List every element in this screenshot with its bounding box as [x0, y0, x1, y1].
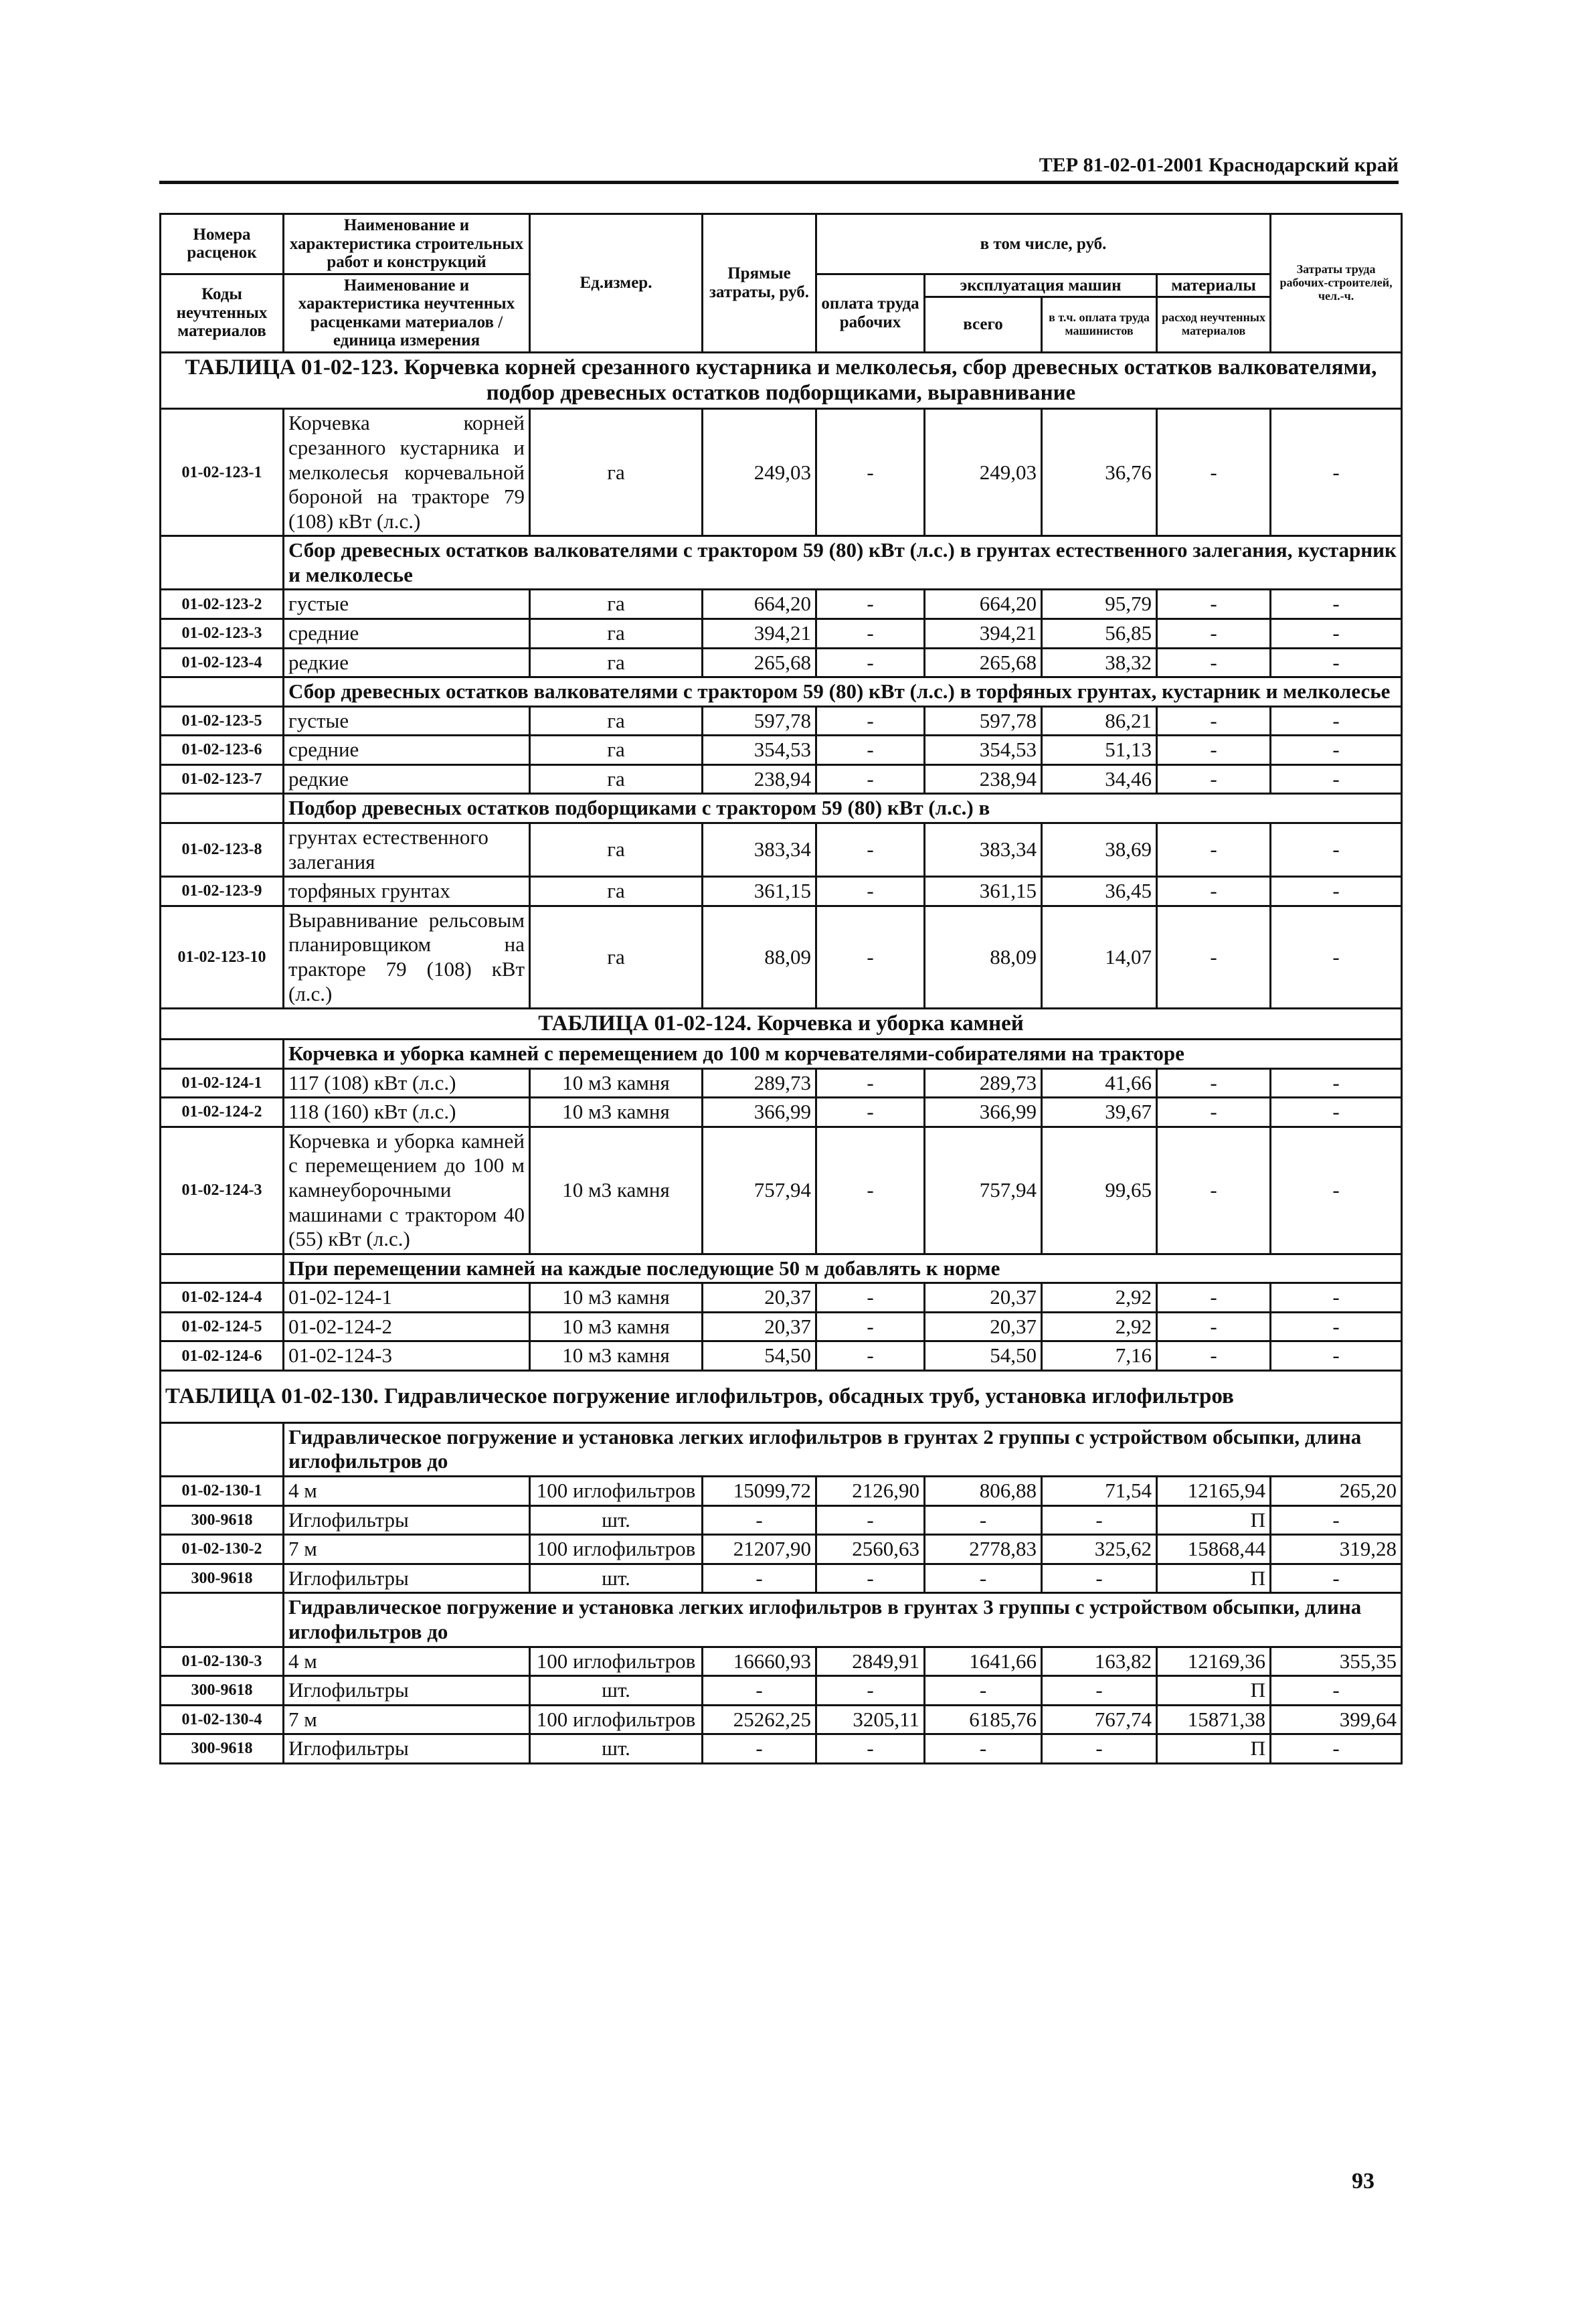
col-header-wage: оплата труда рабочих — [816, 274, 925, 352]
materials: - — [1157, 1341, 1271, 1371]
materials: - — [1157, 736, 1271, 765]
wage: - — [816, 1341, 925, 1371]
wage: - — [816, 1312, 925, 1341]
machines-total: 664,20 — [925, 590, 1042, 619]
rate-code: 01-02-124-2 — [161, 1098, 284, 1127]
rate-code: 01-02-123-10 — [161, 906, 284, 1008]
unit: шт. — [530, 1564, 703, 1593]
machines-total: - — [925, 1505, 1042, 1535]
rate-code: 01-02-124-4 — [161, 1283, 284, 1313]
machinist-wage: 51,13 — [1042, 736, 1157, 765]
materials: - — [1157, 1312, 1271, 1341]
material-code: 300-9618 — [161, 1734, 284, 1764]
work-name: Выравнивание рельсовым планировщиком на тракторе 79 (108) кВт (л.с.) — [284, 906, 530, 1008]
machines-total: 54,50 — [925, 1341, 1042, 1371]
direct-cost: 16660,93 — [703, 1647, 816, 1676]
machinist-wage: 56,85 — [1042, 619, 1157, 649]
materials: - — [1157, 1127, 1271, 1254]
labor: - — [1271, 1098, 1402, 1127]
material-code: 300-9618 — [161, 1505, 284, 1535]
machines-total: 249,03 — [925, 409, 1042, 536]
rate-code: 01-02-123-3 — [161, 619, 284, 649]
materials: - — [1157, 648, 1271, 677]
machinist-wage: 99,65 — [1042, 1127, 1157, 1254]
unit: 100 иглофильтров — [530, 1477, 703, 1506]
table-row — [161, 619, 1402, 649]
labor: - — [1271, 1676, 1402, 1706]
work-name: густые — [284, 706, 530, 736]
labor: - — [1271, 1127, 1402, 1254]
unit: га — [530, 648, 703, 677]
wage: - — [816, 1564, 925, 1593]
machinist-wage: 38,69 — [1042, 823, 1157, 877]
col-header-name: Наименование и характеристика строительных работ и конструкций — [284, 214, 530, 274]
materials: - — [1157, 619, 1271, 649]
table-row — [161, 706, 1402, 736]
work-name: густые — [284, 590, 530, 619]
materials: П — [1157, 1734, 1271, 1764]
labor: - — [1271, 1564, 1402, 1593]
labor: - — [1271, 1283, 1402, 1313]
labor: - — [1271, 1505, 1402, 1535]
direct-cost: 54,50 — [703, 1341, 816, 1371]
direct-cost: 354,53 — [703, 736, 816, 765]
materials: - — [1157, 706, 1271, 736]
col-header-name2: Наименование и характеристика неучтенных расценками материалов / единица измерения — [284, 274, 530, 352]
group-title: Гидравлическое погружение и установка легких иглофильтров в грунтах 2 группы с устройством обсыпки, длина иглофильтров до — [284, 1422, 1402, 1476]
rate-code: 01-02-123-8 — [161, 823, 284, 877]
machinist-wage: 2,92 — [1042, 1283, 1157, 1313]
table-row — [161, 590, 1402, 619]
labor: - — [1271, 706, 1402, 736]
machinist-wage: - — [1042, 1676, 1157, 1706]
wage: - — [816, 590, 925, 619]
machines-total: - — [925, 1734, 1042, 1764]
materials: П — [1157, 1505, 1271, 1535]
col-header-num: Номера расценок — [161, 214, 284, 274]
table-title-130: ТАБЛИЦА 01-02-130. Гидравлическое погружение иглофильтров, обсадных труб, установка иглофильтров — [161, 1370, 1402, 1422]
wage: - — [816, 409, 925, 536]
wage: - — [816, 706, 925, 736]
unit: 100 иглофильтров — [530, 1647, 703, 1676]
machinist-wage: 36,45 — [1042, 877, 1157, 906]
machines-total: 20,37 — [925, 1312, 1042, 1341]
direct-cost: 238,94 — [703, 764, 816, 794]
group-title: Подбор древесных остатков подборщиками с трактором 59 (80) кВт (л.с.) в — [284, 794, 1402, 823]
machines-total: 2778,83 — [925, 1535, 1042, 1564]
machines-total: 238,94 — [925, 764, 1042, 794]
unit: шт. — [530, 1676, 703, 1706]
table-row — [161, 1068, 1402, 1098]
machinist-wage: 39,67 — [1042, 1098, 1157, 1127]
work-name: 01-02-124-3 — [284, 1341, 530, 1371]
table-row — [161, 1705, 1402, 1734]
machinist-wage: 7,16 — [1042, 1341, 1157, 1371]
wage: - — [816, 1127, 925, 1254]
work-name: 7 м — [284, 1535, 530, 1564]
table-row — [161, 1098, 1402, 1127]
rate-code: 01-02-123-5 — [161, 706, 284, 736]
material-name: Иглофильтры — [284, 1564, 530, 1593]
wage: - — [816, 619, 925, 649]
table-row — [161, 1283, 1402, 1313]
machinist-wage: 2,92 — [1042, 1312, 1157, 1341]
col-header-mused: расход неучтенных материалов — [1157, 297, 1271, 353]
machinist-wage: - — [1042, 1505, 1157, 1535]
unit: 10 м3 камня — [530, 1341, 703, 1371]
table-row — [161, 1477, 1402, 1506]
table-row — [161, 1647, 1402, 1676]
machines-total: 757,94 — [925, 1127, 1042, 1254]
wage: 2126,90 — [816, 1477, 925, 1506]
rates-table — [159, 213, 1403, 1764]
work-name: 01-02-124-1 — [284, 1283, 530, 1313]
direct-cost: 20,37 — [703, 1283, 816, 1313]
unit: га — [530, 764, 703, 794]
machines-total: - — [925, 1564, 1042, 1593]
rate-code: 01-02-123-9 — [161, 877, 284, 906]
direct-cost: 757,94 — [703, 1127, 816, 1254]
labor: 319,28 — [1271, 1535, 1402, 1564]
material-name: Иглофильтры — [284, 1734, 530, 1764]
rate-code: 01-02-123-1 — [161, 409, 284, 536]
table-row — [161, 1535, 1402, 1564]
unit: 10 м3 камня — [530, 1312, 703, 1341]
unit: 10 м3 камня — [530, 1127, 703, 1254]
direct-cost: 20,37 — [703, 1312, 816, 1341]
machinist-wage: 767,74 — [1042, 1705, 1157, 1734]
materials: - — [1157, 1098, 1271, 1127]
machinist-wage: 163,82 — [1042, 1647, 1157, 1676]
unit: га — [530, 590, 703, 619]
group-title: Гидравлическое погружение и установка легких иглофильтров в грунтах 3 группы с устройством обсыпки, длина иглофильтров до — [284, 1593, 1402, 1647]
machinist-wage: 71,54 — [1042, 1477, 1157, 1506]
machines-total: 806,88 — [925, 1477, 1042, 1506]
materials: 15871,38 — [1157, 1705, 1271, 1734]
unit: 100 иглофильтров — [530, 1535, 703, 1564]
rate-code: 01-02-123-2 — [161, 590, 284, 619]
labor: - — [1271, 619, 1402, 649]
labor: - — [1271, 590, 1402, 619]
table-row — [161, 764, 1402, 794]
wage: - — [816, 648, 925, 677]
work-name: редкие — [284, 764, 530, 794]
direct-cost: - — [703, 1676, 816, 1706]
materials: - — [1157, 764, 1271, 794]
wage: - — [816, 1283, 925, 1313]
wage: - — [816, 1676, 925, 1706]
direct-cost: 88,09 — [703, 906, 816, 1008]
table-row — [161, 1312, 1402, 1341]
unit: га — [530, 736, 703, 765]
wage: - — [816, 1068, 925, 1098]
machines-total: 597,78 — [925, 706, 1042, 736]
materials: - — [1157, 877, 1271, 906]
table-title-123: ТАБЛИЦА 01-02-123. Корчевка корней срезанного кустарника и мелколесья, сбор древесных остатков валкователями, подбор древесных остатков подборщиками, выравнивание — [161, 352, 1402, 409]
direct-cost: - — [703, 1734, 816, 1764]
machines-total: 20,37 — [925, 1283, 1042, 1313]
machinist-wage: 95,79 — [1042, 590, 1157, 619]
wage: - — [816, 906, 925, 1008]
direct-cost: 383,34 — [703, 823, 816, 877]
machines-total: 6185,76 — [925, 1705, 1042, 1734]
col-header-materials: материалы — [1157, 274, 1271, 297]
col-header-labor: Затраты труда рабочих-строителей, чел.-ч. — [1271, 214, 1402, 353]
labor: - — [1271, 1312, 1402, 1341]
rate-code: 01-02-130-1 — [161, 1477, 284, 1506]
col-header-direct: Прямые затраты, руб. — [703, 214, 816, 353]
direct-cost: 664,20 — [703, 590, 816, 619]
material-row — [161, 1676, 1402, 1706]
table-row — [161, 1127, 1402, 1254]
materials: - — [1157, 823, 1271, 877]
labor: - — [1271, 906, 1402, 1008]
unit: га — [530, 619, 703, 649]
work-name: 117 (108) кВт (л.с.) — [284, 1068, 530, 1098]
machines-total: 383,34 — [925, 823, 1042, 877]
table-row — [161, 648, 1402, 677]
machines-total: 366,99 — [925, 1098, 1042, 1127]
direct-cost: 361,15 — [703, 877, 816, 906]
table-row — [161, 409, 1402, 536]
unit: шт. — [530, 1505, 703, 1535]
materials: 15868,44 — [1157, 1535, 1271, 1564]
labor: 265,20 — [1271, 1477, 1402, 1506]
labor: 355,35 — [1271, 1647, 1402, 1676]
wage: 3205,11 — [816, 1705, 925, 1734]
col-header-total: всего — [925, 297, 1042, 353]
labor: 399,64 — [1271, 1705, 1402, 1734]
machines-total: 394,21 — [925, 619, 1042, 649]
machinist-wage: 41,66 — [1042, 1068, 1157, 1098]
col-header-incl: в том числе, руб. — [816, 214, 1271, 274]
page-number: 93 — [1352, 2169, 1375, 2194]
material-code: 300-9618 — [161, 1676, 284, 1706]
machinist-wage: 325,62 — [1042, 1535, 1157, 1564]
machinist-wage: 38,32 — [1042, 648, 1157, 677]
direct-cost: 394,21 — [703, 619, 816, 649]
machines-total: 354,53 — [925, 736, 1042, 765]
labor: - — [1271, 877, 1402, 906]
machinist-wage: 36,76 — [1042, 409, 1157, 536]
materials: - — [1157, 1068, 1271, 1098]
material-code: 300-9618 — [161, 1564, 284, 1593]
machines-total: 265,68 — [925, 648, 1042, 677]
materials: П — [1157, 1564, 1271, 1593]
labor: - — [1271, 823, 1402, 877]
material-row — [161, 1564, 1402, 1593]
group-title: Сбор древесных остатков валкователями с трактором 59 (80) кВт (л.с.) в торфяных грунтах, кустарник и мелколесье — [284, 677, 1402, 707]
machines-total: - — [925, 1676, 1042, 1706]
materials: П — [1157, 1676, 1271, 1706]
table-row — [161, 906, 1402, 1008]
wage: - — [816, 1734, 925, 1764]
work-name: 4 м — [284, 1647, 530, 1676]
unit: 10 м3 камня — [530, 1283, 703, 1313]
direct-cost: - — [703, 1564, 816, 1593]
rate-code: 01-02-123-4 — [161, 648, 284, 677]
col-header-machines: эксплуатация машин — [925, 274, 1157, 297]
rate-code: 01-02-124-5 — [161, 1312, 284, 1341]
group-title: Сбор древесных остатков валкователями с трактором 59 (80) кВт (л.с.) в грунтах естественного залегания, кустарник и мелколесье — [284, 536, 1402, 590]
page-header: ТЕР 81-02-01-2001 Краснодарский край — [159, 154, 1399, 184]
direct-cost: 597,78 — [703, 706, 816, 736]
group-title: Корчевка и уборка камней с перемещением до 100 м корчевателями-собирателями на тракторе — [284, 1040, 1402, 1069]
wage: - — [816, 1098, 925, 1127]
wage: - — [816, 1505, 925, 1535]
machines-total: 289,73 — [925, 1068, 1042, 1098]
rate-code: 01-02-130-4 — [161, 1705, 284, 1734]
group-title: При перемещении камней на каждые последующие 50 м добавлять к норме — [284, 1254, 1402, 1283]
wage: 2560,63 — [816, 1535, 925, 1564]
work-name: 7 м — [284, 1705, 530, 1734]
direct-cost: 25262,25 — [703, 1705, 816, 1734]
machinist-wage: 14,07 — [1042, 906, 1157, 1008]
work-name: Корчевка и уборка камней с перемещением до 100 м камнеуборочными машинами с трактором 40 (55) кВт (л.с.) — [284, 1127, 530, 1254]
material-name: Иглофильтры — [284, 1676, 530, 1706]
wage: 2849,91 — [816, 1647, 925, 1676]
material-row — [161, 1734, 1402, 1764]
labor: - — [1271, 1734, 1402, 1764]
wage: - — [816, 877, 925, 906]
unit: 10 м3 камня — [530, 1098, 703, 1127]
labor: - — [1271, 1341, 1402, 1371]
work-name: Корчевка корней срезанного кустарника и мелколесья корчевальной бороной на тракторе 79 (108) кВт (л.с.) — [284, 409, 530, 536]
direct-cost: 15099,72 — [703, 1477, 816, 1506]
direct-cost: 21207,90 — [703, 1535, 816, 1564]
machines-total: 361,15 — [925, 877, 1042, 906]
rate-code: 01-02-130-2 — [161, 1535, 284, 1564]
work-name: торфяных грунтах — [284, 877, 530, 906]
col-header-mwage: в т.ч. оплата труда машинистов — [1042, 297, 1157, 353]
machinist-wage: 86,21 — [1042, 706, 1157, 736]
col-header-unit: Ед.измер. — [530, 214, 703, 353]
machines-total: 88,09 — [925, 906, 1042, 1008]
machinist-wage: 34,46 — [1042, 764, 1157, 794]
materials: 12169,36 — [1157, 1647, 1271, 1676]
work-name: средние — [284, 736, 530, 765]
work-name: 118 (160) кВт (л.с.) — [284, 1098, 530, 1127]
materials: - — [1157, 1283, 1271, 1313]
direct-cost: 289,73 — [703, 1068, 816, 1098]
direct-cost: 265,68 — [703, 648, 816, 677]
table-row — [161, 1341, 1402, 1371]
material-name: Иглофильтры — [284, 1505, 530, 1535]
unit: га — [530, 877, 703, 906]
labor: - — [1271, 764, 1402, 794]
unit: га — [530, 823, 703, 877]
direct-cost: - — [703, 1505, 816, 1535]
materials: - — [1157, 409, 1271, 536]
machinist-wage: - — [1042, 1734, 1157, 1764]
materials: - — [1157, 906, 1271, 1008]
materials: - — [1157, 590, 1271, 619]
rate-code: 01-02-130-3 — [161, 1647, 284, 1676]
direct-cost: 249,03 — [703, 409, 816, 536]
materials: 12165,94 — [1157, 1477, 1271, 1506]
rate-code: 01-02-124-1 — [161, 1068, 284, 1098]
labor: - — [1271, 1068, 1402, 1098]
wage: - — [816, 823, 925, 877]
table-title-124: ТАБЛИЦА 01-02-124. Корчевка и уборка камней — [161, 1009, 1402, 1040]
unit: га — [530, 409, 703, 536]
table-row — [161, 877, 1402, 906]
work-name: средние — [284, 619, 530, 649]
labor: - — [1271, 409, 1402, 536]
unit: га — [530, 706, 703, 736]
col-header-codes: Коды неучтенных материалов — [161, 274, 284, 352]
machines-total: 1641,66 — [925, 1647, 1042, 1676]
rate-code: 01-02-124-6 — [161, 1341, 284, 1371]
wage: - — [816, 736, 925, 765]
material-row — [161, 1505, 1402, 1535]
rate-code: 01-02-124-3 — [161, 1127, 284, 1254]
work-name: грунтах естественного залегания — [284, 823, 530, 877]
direct-cost: 366,99 — [703, 1098, 816, 1127]
unit: шт. — [530, 1734, 703, 1764]
work-name: 4 м — [284, 1477, 530, 1506]
wage: - — [816, 764, 925, 794]
unit: 100 иглофильтров — [530, 1705, 703, 1734]
table-row — [161, 823, 1402, 877]
rate-code: 01-02-123-6 — [161, 736, 284, 765]
table-row — [161, 736, 1402, 765]
labor: - — [1271, 736, 1402, 765]
rate-code: 01-02-123-7 — [161, 764, 284, 794]
work-name: 01-02-124-2 — [284, 1312, 530, 1341]
machinist-wage: - — [1042, 1564, 1157, 1593]
unit: 10 м3 камня — [530, 1068, 703, 1098]
unit: га — [530, 906, 703, 1008]
work-name: редкие — [284, 648, 530, 677]
labor: - — [1271, 648, 1402, 677]
